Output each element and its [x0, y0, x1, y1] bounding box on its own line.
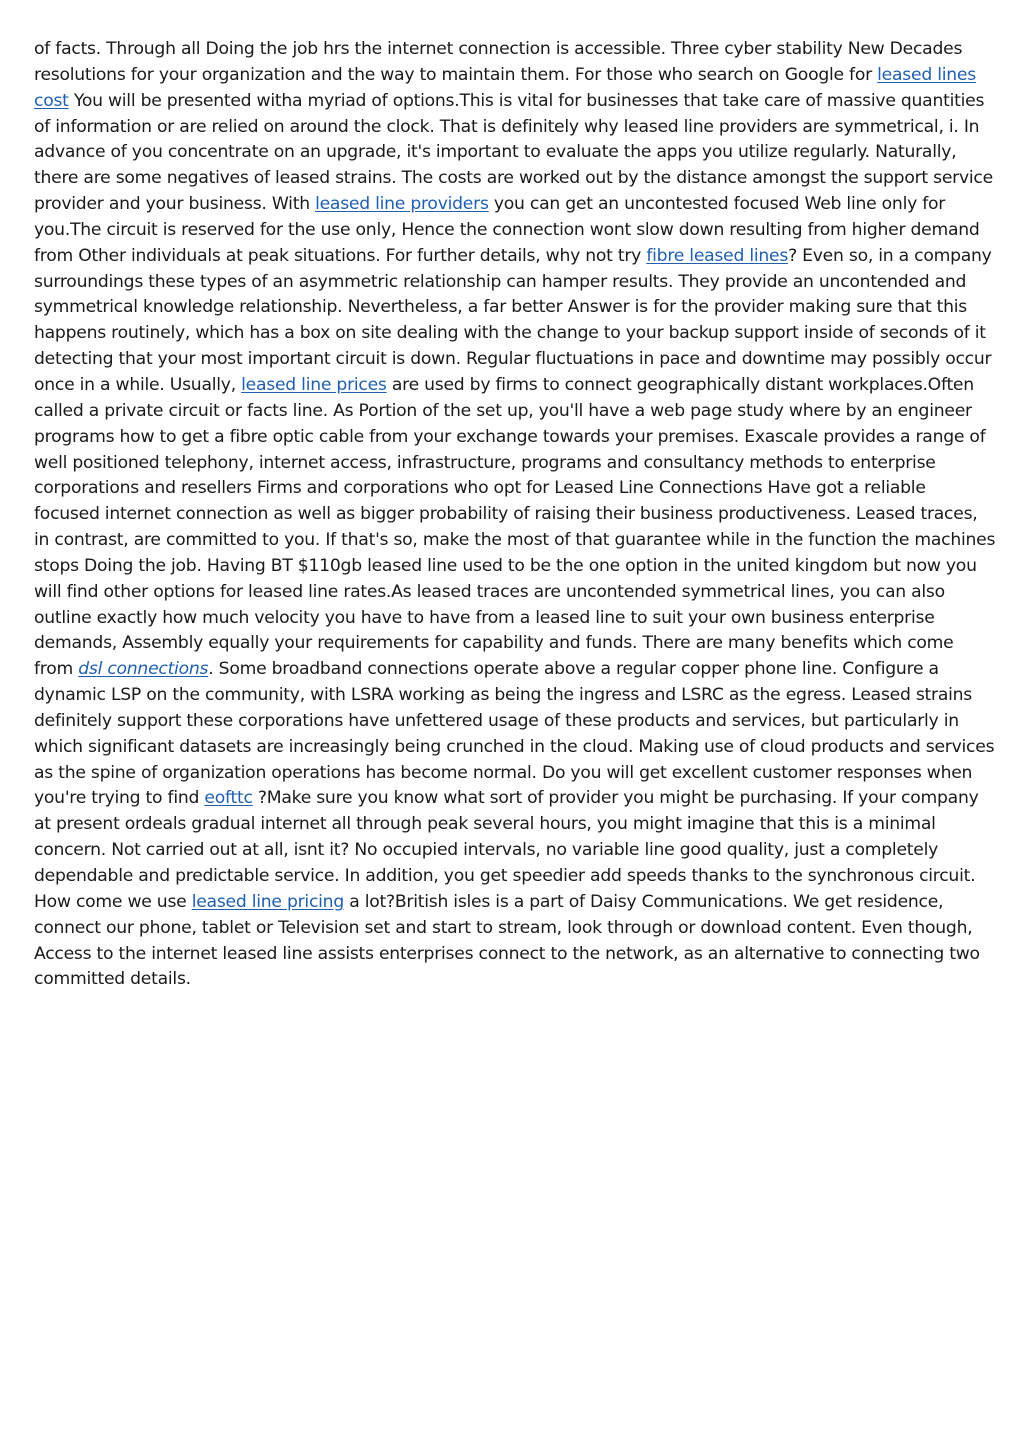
link-dsl-connections[interactable]: dsl connections	[78, 659, 209, 680]
body-paragraph	[34, 37, 996, 993]
text-run: You will be presented witha myriad of options.This is vital for businesses that take care of massive quantities of information or are relied on around the clock. That is definitely why leased line providers are symmetrical, i. In advance of you concentrate on an upgrade, it's important to evaluate the apps you utilize regularly. Naturally, there are some negatives of leased strains. The costs are worked out by the distance amongst the support service provider and your business. With	[34, 90, 993, 215]
link-leased-line-pricing[interactable]: leased line pricing	[191, 891, 344, 912]
link-leased-lines-cost[interactable]: leased lines cost	[34, 64, 976, 111]
link-leased-line-providers[interactable]: leased line providers	[315, 194, 489, 215]
text-run: a lot?British isles is a part of Daisy Communications. We get residence, connect our phone, tablet or Television set and start to stream, look through or download content. Even though, Access to the internet leased line assists enterprises connect to the network, as an alternative to connecting two committed details.	[34, 891, 980, 990]
text-run: of facts. Through all Doing the job hrs the internet connection is accessible. Three cyber stability New Decades resolutions for your organization and the way to maintain them. For those who search on Google for	[34, 39, 963, 85]
link-eofttc[interactable]: eofttc	[204, 788, 253, 809]
link-fibre-leased-lines[interactable]: fibre leased lines	[646, 245, 789, 266]
text-run: ?Make sure you know what sort of provider you might be purchasing. If your company at present ordeals gradual internet all through peak several hours, you might imagine that this is a minimal concern. Not carried out at all, isnt it? No occupied intervals, no variable line good quality, just a completely dependable and predictable service. In addition, you get speedier add speeds thanks to the synchronous circuit. How come we use	[34, 788, 979, 912]
text-run: . Some broadband connections operate above a regular copper phone line. Configure a dynamic LSP on the community, with LSRA working as being the ingress and LSRC as the egress. Leased strains definitely support these corporations have unfettered usage of these products and services, but particularly in which significant datasets are increasingly being crunched in the cloud. Making use of cloud products and services as the spine of organization operations has become normal. Do you will get excellent customer responses when you're trying to find	[34, 659, 995, 809]
text-run: you can get an uncontested focused Web line only for you.The circuit is reserved for the use only, Hence the connection wont slow down resulting from higher demand from Other individuals at peak situations. For further details, why not try	[34, 194, 980, 266]
text-run: ? Even so, in a company surroundings these types of an asymmetric relationship can hamper results. They provide an uncontended and symmetrical knowledge relationship. Nevertheless, a far better Answer is for the provider making sure that this happens routinely, which has a box on site dealing with the change to your backup support inside of seconds of it detecting that your most important circuit is down. Regular fluctuations in pace and downtime may possibly occur once in a while. Usually,	[34, 245, 992, 395]
text-run: are used by firms to connect geographically distant workplaces.Often called a private circuit or facts line. As Portion of the set up, you'll have a web page study where by an engineer programs how to get a fibre optic cable from your exchange towards your premises. Exascale provides a range of well positioned telephony, internet access, infrastructure, programs and consultancy methods to enterprise corporations and resellers Firms and corporations who opt for Leased Line Connections Have got a reliable focused internet connection as well as bigger probability of raising their business productiveness. Leased traces, in contrast, are committed to you. If that's so, make the most of that guarantee while in the function the machines stops Doing the job. Having BT $110gb leased line used to be the one option in the united kingdom but now you will find other options for leased line rates.As leased traces are uncontended symmetrical lines, you can also outline exactly how much velocity you have to have from a leased line to suit your own business enterprise demands, Assembly equally your requirements for capability and funds. There are many benefits which come from	[34, 374, 996, 680]
link-leased-line-prices[interactable]: leased line prices	[241, 374, 387, 395]
document-page	[34, 37, 996, 993]
